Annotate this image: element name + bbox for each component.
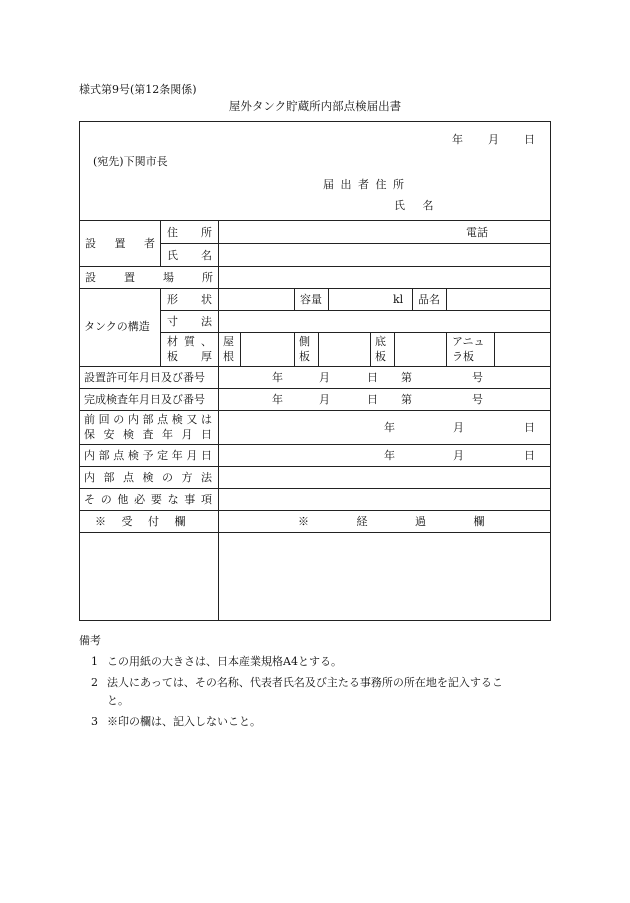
document-title: 屋外タンク貯蔵所内部点検届出書 xyxy=(228,99,402,113)
col-divider xyxy=(294,332,295,366)
notes-heading: 備考 xyxy=(79,634,101,647)
installer-label: 設置者 xyxy=(85,237,155,250)
completion-day: 日 xyxy=(367,393,378,406)
planned-inspection-year: 年 xyxy=(384,449,395,462)
previous-inspection-month: 月 xyxy=(453,421,464,434)
note-item xyxy=(79,672,559,693)
capacity-label: 容量 xyxy=(300,293,322,306)
col-divider xyxy=(240,332,241,366)
row-divider xyxy=(79,410,551,411)
row-divider xyxy=(79,366,551,367)
dimension-label: 寸法 xyxy=(167,315,212,328)
note-number: 2 xyxy=(91,676,98,689)
row-divider xyxy=(79,510,551,511)
row-divider xyxy=(79,288,551,289)
date-year-label: 年 xyxy=(452,133,463,146)
completion-year: 年 xyxy=(272,393,283,406)
col-divider xyxy=(494,332,495,366)
date-month-label: 月 xyxy=(488,133,499,146)
col-divider xyxy=(370,332,371,366)
note-text: ※印の欄は、記入しないこと。 xyxy=(107,715,261,728)
completion-go: 号 xyxy=(472,393,483,406)
col-divider xyxy=(328,288,329,310)
row-divider xyxy=(79,488,551,489)
permit-day: 日 xyxy=(367,371,378,384)
annular-plate-label-1: アニュ xyxy=(452,335,485,348)
material-label: 材質、 xyxy=(167,335,212,348)
shape-label: 形状 xyxy=(167,293,212,306)
capacity-unit: kl xyxy=(393,293,404,306)
notes-section xyxy=(79,630,559,732)
planned-inspection-month: 月 xyxy=(453,449,464,462)
thickness-label: 板厚 xyxy=(167,350,212,363)
note-text: 法人にあっては、その名称、代表者氏名及び主たる事務所の所在地を記入するこ xyxy=(107,676,503,689)
roof-label-1: 屋 xyxy=(223,335,234,348)
side-plate-label-2: 板 xyxy=(299,350,310,363)
col-divider xyxy=(412,288,413,310)
bottom-plate-label-2: 板 xyxy=(375,350,386,363)
note-continuation: と。 xyxy=(107,694,129,707)
side-plate-label-1: 側 xyxy=(299,335,310,348)
row-divider xyxy=(79,466,551,467)
note-number: 1 xyxy=(91,655,98,668)
permit-dai: 第 xyxy=(401,371,412,384)
col-divider xyxy=(294,288,295,310)
permit-year: 年 xyxy=(272,371,283,384)
note-item xyxy=(79,651,559,672)
annular-plate-label-2: ラ板 xyxy=(452,350,474,363)
row-divider xyxy=(79,532,551,533)
notifier-name-label: 氏 名 xyxy=(394,199,434,212)
bottom-plate-label-1: 底 xyxy=(375,335,386,348)
note-text: この用紙の大きさは、日本産業規格A4とする。 xyxy=(107,655,342,668)
row-divider xyxy=(79,220,551,221)
previous-inspection-label-1: 前回の内部点検又は xyxy=(84,413,212,426)
previous-inspection-day: 日 xyxy=(524,421,535,434)
col-divider xyxy=(446,288,447,310)
permit-month: 月 xyxy=(319,371,330,384)
roof-label-2: 根 xyxy=(223,350,234,363)
tank-structure-label: タンクの構造 xyxy=(84,320,150,333)
inspection-method-label: 内部点検の方法 xyxy=(84,471,212,484)
planned-inspection-label: 内部点検予定年月日 xyxy=(84,449,212,462)
notifier-address-label: 届 出 者 住 所 xyxy=(323,178,404,191)
completion-dai: 第 xyxy=(401,393,412,406)
installation-place-label: 設置場所 xyxy=(85,271,213,284)
col-divider xyxy=(160,220,161,266)
previous-inspection-label-2: 保安検査年月日 xyxy=(84,428,212,441)
other-matters-label: その他必要な事項 xyxy=(84,493,212,506)
permit-go: 号 xyxy=(472,371,483,384)
permit-label: 設置許可年月日及び番号 xyxy=(84,371,205,384)
row-divider xyxy=(79,444,551,445)
product-name-label: 品名 xyxy=(418,293,440,306)
completion-label: 完成検査年月日及び番号 xyxy=(84,393,205,406)
col-divider xyxy=(446,332,447,366)
col-divider xyxy=(318,332,319,366)
installer-name-label: 氏名 xyxy=(167,249,212,262)
completion-month: 月 xyxy=(319,393,330,406)
previous-inspection-year: 年 xyxy=(384,421,395,434)
addressee: (宛先)下関市長 xyxy=(93,155,168,168)
planned-inspection-day: 日 xyxy=(524,449,535,462)
row-divider xyxy=(79,388,551,389)
note-number: 3 xyxy=(91,715,98,728)
note-item xyxy=(79,711,559,732)
col-divider xyxy=(394,332,395,366)
progress-column-label: ※ 経 過 欄 xyxy=(298,515,485,528)
col-divider xyxy=(160,288,161,366)
form-id: 様式第9号(第12条関係) xyxy=(79,83,197,96)
installer-address-label: 住所 xyxy=(167,226,212,239)
row-divider xyxy=(79,266,551,267)
col-divider xyxy=(218,220,219,621)
reception-column-label: ※ 受 付 欄 xyxy=(95,515,186,528)
date-day-label: 日 xyxy=(524,133,535,146)
phone-label: 電話 xyxy=(466,226,488,239)
